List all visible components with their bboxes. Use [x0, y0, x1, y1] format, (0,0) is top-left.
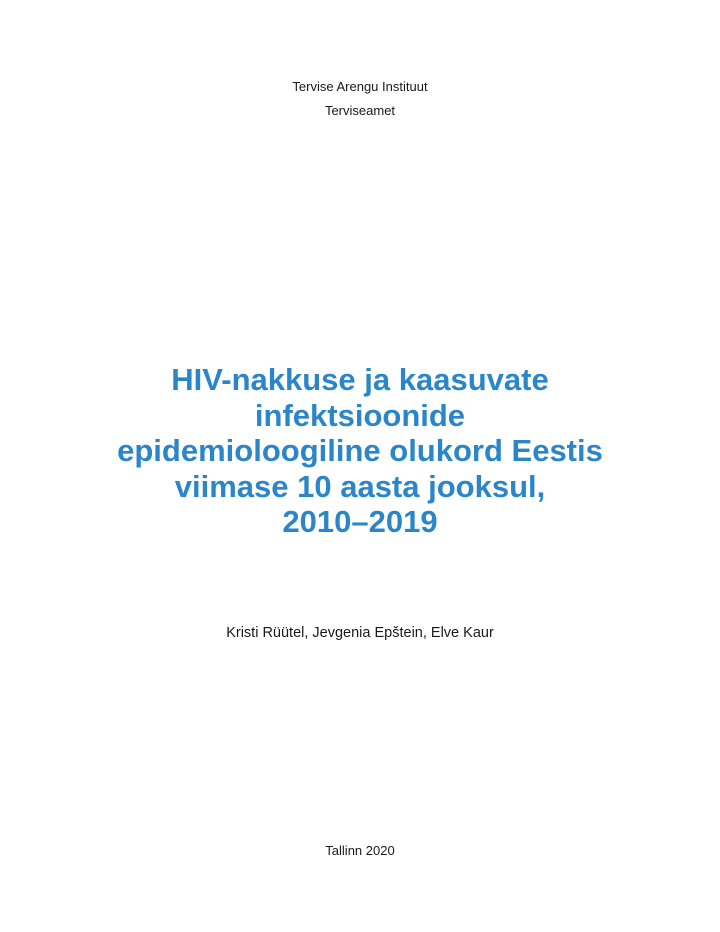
- title-line: epidemioloogiline olukord Eestis: [117, 433, 603, 468]
- authors: Kristi Rüütel, Jevgenia Epštein, Elve Kaur: [226, 625, 494, 641]
- document-title: [0, 362, 720, 540]
- organization-1: Tervise Arengu Instituut: [292, 79, 428, 94]
- place-year: Tallinn 2020: [325, 843, 395, 858]
- title-line: 2010–2019: [282, 504, 438, 539]
- title-line: infektsioonide: [254, 397, 466, 433]
- title-line: viimase 10 aasta jooksul,: [174, 468, 546, 504]
- title-line: HIV-nakkuse ja kaasuvate: [171, 362, 549, 397]
- organization-2: Terviseamet: [324, 103, 396, 118]
